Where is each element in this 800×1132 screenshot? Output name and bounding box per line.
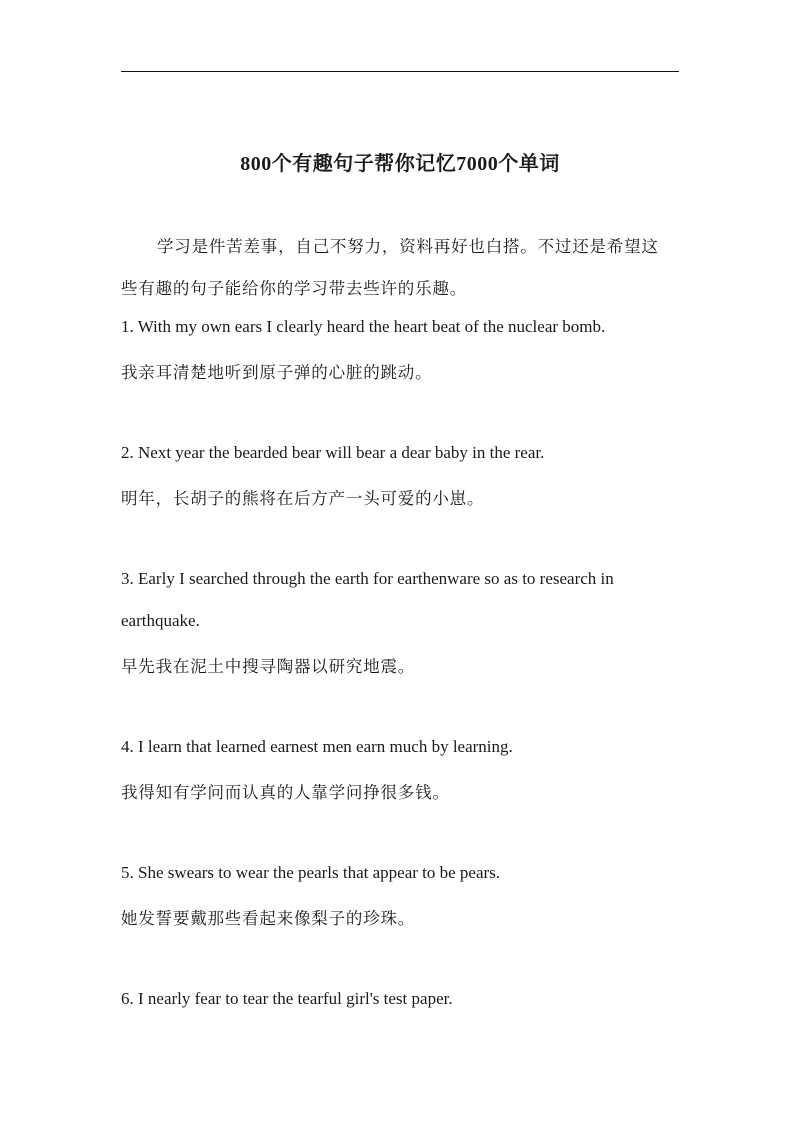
sentence-2-english: 2. Next year the bearded bear will bear a dear baby in the rear.	[121, 443, 545, 462]
sentence-2-chinese: 明年，长胡子的熊将在后方产一头可爱的小崽。	[121, 489, 485, 508]
intro-paragraph-line-2: 些有趣的句子能给你的学习带去些许的乐趣。	[121, 279, 467, 298]
header-rule	[121, 71, 679, 72]
sentence-4-english: 4. I learn that learned earnest men earn much by learning.	[121, 737, 513, 756]
sentence-3-english-line-2: earthquake.	[121, 611, 200, 630]
sentence-5-chinese: 她发誓要戴那些看起来像梨子的珍珠。	[121, 909, 416, 928]
sentence-3-chinese: 早先我在泥土中搜寻陶器以研究地震。	[121, 657, 416, 676]
sentence-1-english: 1. With my own ears I clearly heard the heart beat of the nuclear bomb.	[121, 317, 606, 336]
sentence-5-english: 5. She swears to wear the pearls that appear to be pears.	[121, 863, 501, 882]
sentence-4-chinese: 我得知有学问而认真的人靠学问挣很多钱。	[121, 783, 450, 802]
intro-paragraph-line-1: 学习是件苦差事，自己不努力，资料再好也白搭。不过还是希望这	[157, 237, 659, 256]
sentence-6-english: 6. I nearly fear to tear the tearful girl's test paper.	[121, 989, 453, 1008]
document-title: 800个有趣句子帮你记忆7000个单词	[240, 153, 560, 175]
sentence-3-english-line-1: 3. Early I searched through the earth for earthenware so as to research in	[121, 569, 614, 588]
sentence-1-chinese: 我亲耳清楚地听到原子弹的心脏的跳动。	[121, 363, 433, 382]
